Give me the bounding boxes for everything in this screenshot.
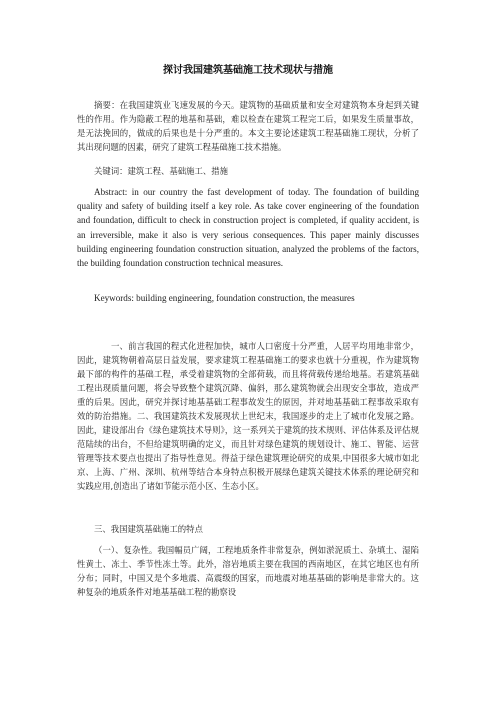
keywords-cn-block	[77, 164, 419, 178]
body-paragraph-1: 一、前言我国的程式化进程加快，城市人口密度十分严重，人居平均用地非常少，因此，建筑物朝着高层日益发展，要求建筑工程基础施工的要求也就十分重视，作为建筑物最下部的构件的基础工程，承受着建筑物的全部荷载，而且将荷载传递给地基。若建筑基础工程出现质量问题，将会导致整个建筑沉降、偏斜，那么建筑物就会出现安全事故，造成严重的后果。因此，研究并探讨地基基础工程事故发生的原因，并对地基基础工程事故采取有效的防治措施。二、我国建筑技术发展现状上世纪末，我国逐步的走上了城市化发展之路。因此，建设部出台《绿色建筑技术导则》，这一系列关于建筑的技术规则、评估体系及评估规范陆续的出台，不但给建筑明确的定义，而且针对绿色建筑的规划设计、施工、智能、运营管理等技术要点也提出了指导性意见。得益于绿色建筑理论研究的成果,中国很多大城市如北京、上海、广州、深圳、杭州等结合本身特点积极开展绿色建筑关键技术体系的理论研究和实践应用,创造出了诸如节能示范小区、生态小区。	[77, 341, 419, 491]
body-paragraph-2: （一）、复杂性。我国幅员广阔，工程地质条件非常复杂，例如淤泥质土、杂填土、湿陷性黄土、冻土、季节性冻土等。此外，溶岩地质主要在我国的西南地区，在其它地区也有所分布；同时，中国又是个多地震、高震级的国家，而地震对地基基础的影响是非常大的。这种复杂的地质条件对地基基础工程的勘察设	[77, 545, 419, 597]
abstract-en: Abstract: in our country the fast development of today. The foundation of building quality and safety of building itself a key role. As take cover engineering of the foundation and foundation, difficult to check in construction project is completed, if quality accident, is an irreversible, make it also is very serious consequences. This paper mainly discusses building engineering foundation construction situation, analyzed the problems of the factors, the building foundation construction technical measures.	[77, 187, 419, 269]
section-heading-block	[77, 522, 419, 536]
keywords-en: Keywords: building engineering, foundation construction, the measures	[94, 293, 355, 303]
section-heading-3: 三、我国建筑基础施工的特点	[94, 524, 203, 534]
document-title: 探讨我国建筑基础施工技术现状与措施	[163, 65, 333, 76]
abstract-cn: 摘要：在我国建筑业飞速发展的今天。建筑物的基础质量和安全对建筑物本身起到关键性的作用。作为隐蔽工程的地基和基础，难以检查在建筑工程完工后，如果发生质量事故，是无法挽回的，做成的后果也是十分严重的。本文主要论述建筑工程基础施工现状，分析了其出现问题的因素，研究了建筑工程基础施工技术措施。	[77, 100, 419, 152]
keywords-en-block	[77, 291, 419, 305]
body-section-3	[77, 543, 419, 599]
abstract-cn-block	[77, 98, 419, 154]
body-section-1	[77, 339, 419, 493]
abstract-en-block	[77, 185, 419, 270]
keywords-cn: 关键词：建筑工程、基础施工、措施	[94, 166, 228, 176]
